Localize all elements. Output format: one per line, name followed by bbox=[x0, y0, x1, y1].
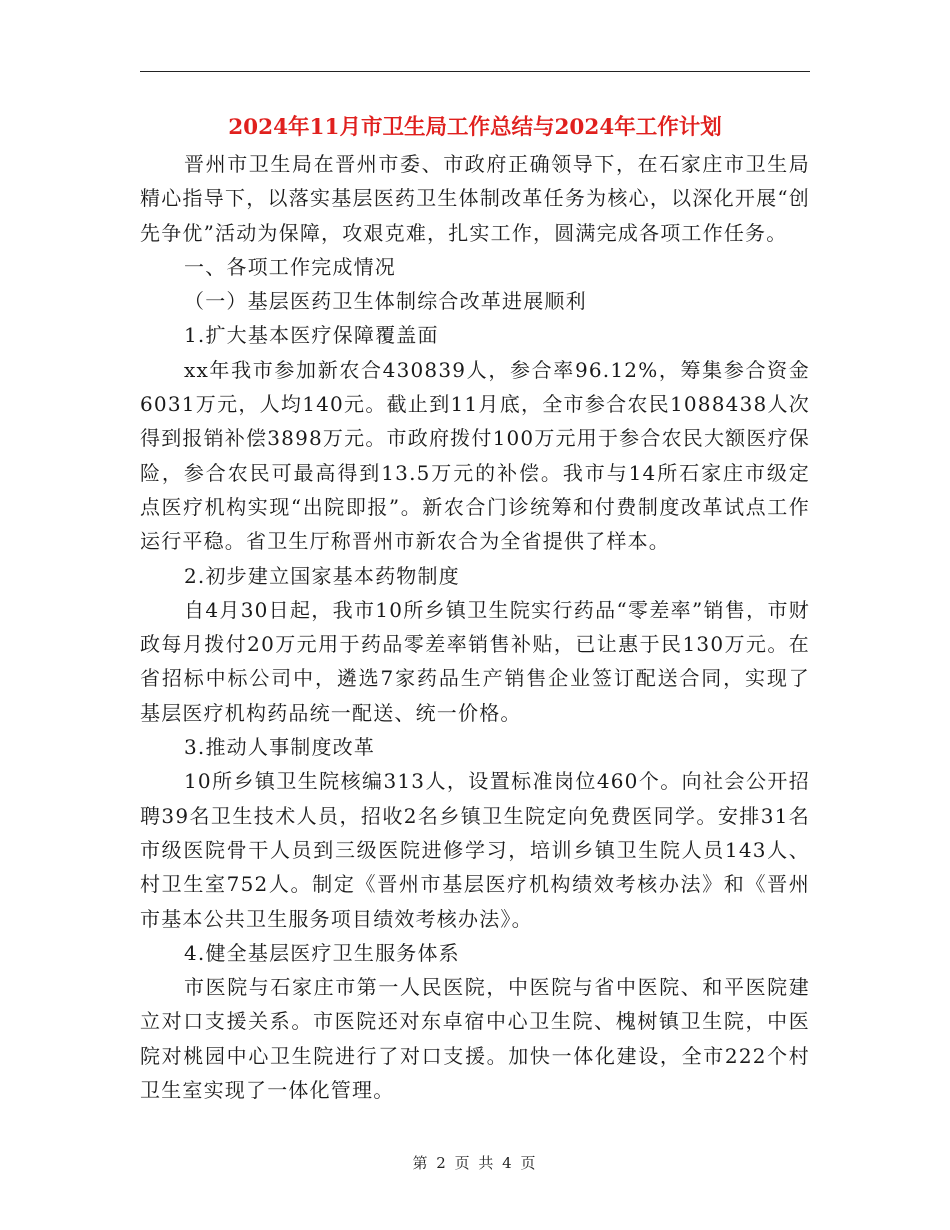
subsection-heading: （一）基层医药卫生体制综合改革进展顺利 bbox=[184, 289, 587, 314]
item-paragraph-3: 10所乡镇卫生院核编313人，设置标准岗位460个。向社会公开招聘39名卫生技术人员，招收2名乡镇卫生院定向免费医同学。安排31名市级医院骨干人员到三级医院进修学习，培训乡镇卫生院人员143人、村卫生室752人。制定《晋州市基层医疗机构绩效考核办法》和《晋州市基本公共卫生服务项目绩效考核办法》。 bbox=[140, 769, 810, 931]
item-heading-1: 1.扩大基本医疗保障覆盖面 bbox=[184, 323, 439, 348]
header-rule bbox=[140, 71, 810, 72]
item-heading-3: 3.推动人事制度改革 bbox=[184, 735, 376, 760]
document-title: 2024年11月市卫生局工作总结与2024年工作计划 bbox=[228, 115, 722, 140]
section-heading: 一、各项工作完成情况 bbox=[184, 254, 396, 279]
item-paragraph-4: 市医院与石家庄市第一人民医院，中医院与省中医院、和平医院建立对口支援关系。市医院还对东卓宿中心卫生院、槐树镇卫生院，中医院对桃园中心卫生院进行了对口支援。加快一体化建设，全市222个村卫生室实现了一体化管理。 bbox=[140, 975, 810, 1103]
item-paragraph-2: 自4月30日起，我市10所乡镇卫生院实行药品“零差率”销售，市财政每月拨付20万元用于药品零差率销售补贴，已让惠于民130万元。在省招标中标公司中，遴选7家药品生产销售企业签订配送合同，实现了基层医疗机构药品统一配送、统一价格。 bbox=[140, 597, 810, 725]
document-body bbox=[140, 147, 810, 1107]
page-number: 第 2 页 共 4 页 bbox=[412, 1154, 538, 1172]
item-heading-2: 2.初步建立国家基本药物制度 bbox=[184, 563, 460, 588]
intro-paragraph: 晋州市卫生局在晋州市委、市政府正确领导下，在石家庄市卫生局精心指导下，以落实基层医药卫生体制改革任务为核心，以深化开展“创先争优”活动为保障，攻艰克难，扎实工作，圆满完成各项工作任务。 bbox=[140, 152, 810, 245]
item-paragraph-1: xx年我市参加新农合430839人，参合率96.12%，筹集参合资金6031万元，人均140元。截止到11月底，全市参合农民1088438人次得到报销补偿3898万元。市政府拨付100万元用于参合农民大额医疗保险，参合农民可最高得到13.5万元的补偿。我市与14所石家庄市级定点医疗机构实现“出院即报”。新农合门诊统筹和付费制度改革试点工作运行平稳。省卫生厅称晋州市新农合为全省提供了样本。 bbox=[140, 357, 810, 554]
item-heading-4: 4.健全基层医疗卫生服务体系 bbox=[184, 940, 460, 965]
